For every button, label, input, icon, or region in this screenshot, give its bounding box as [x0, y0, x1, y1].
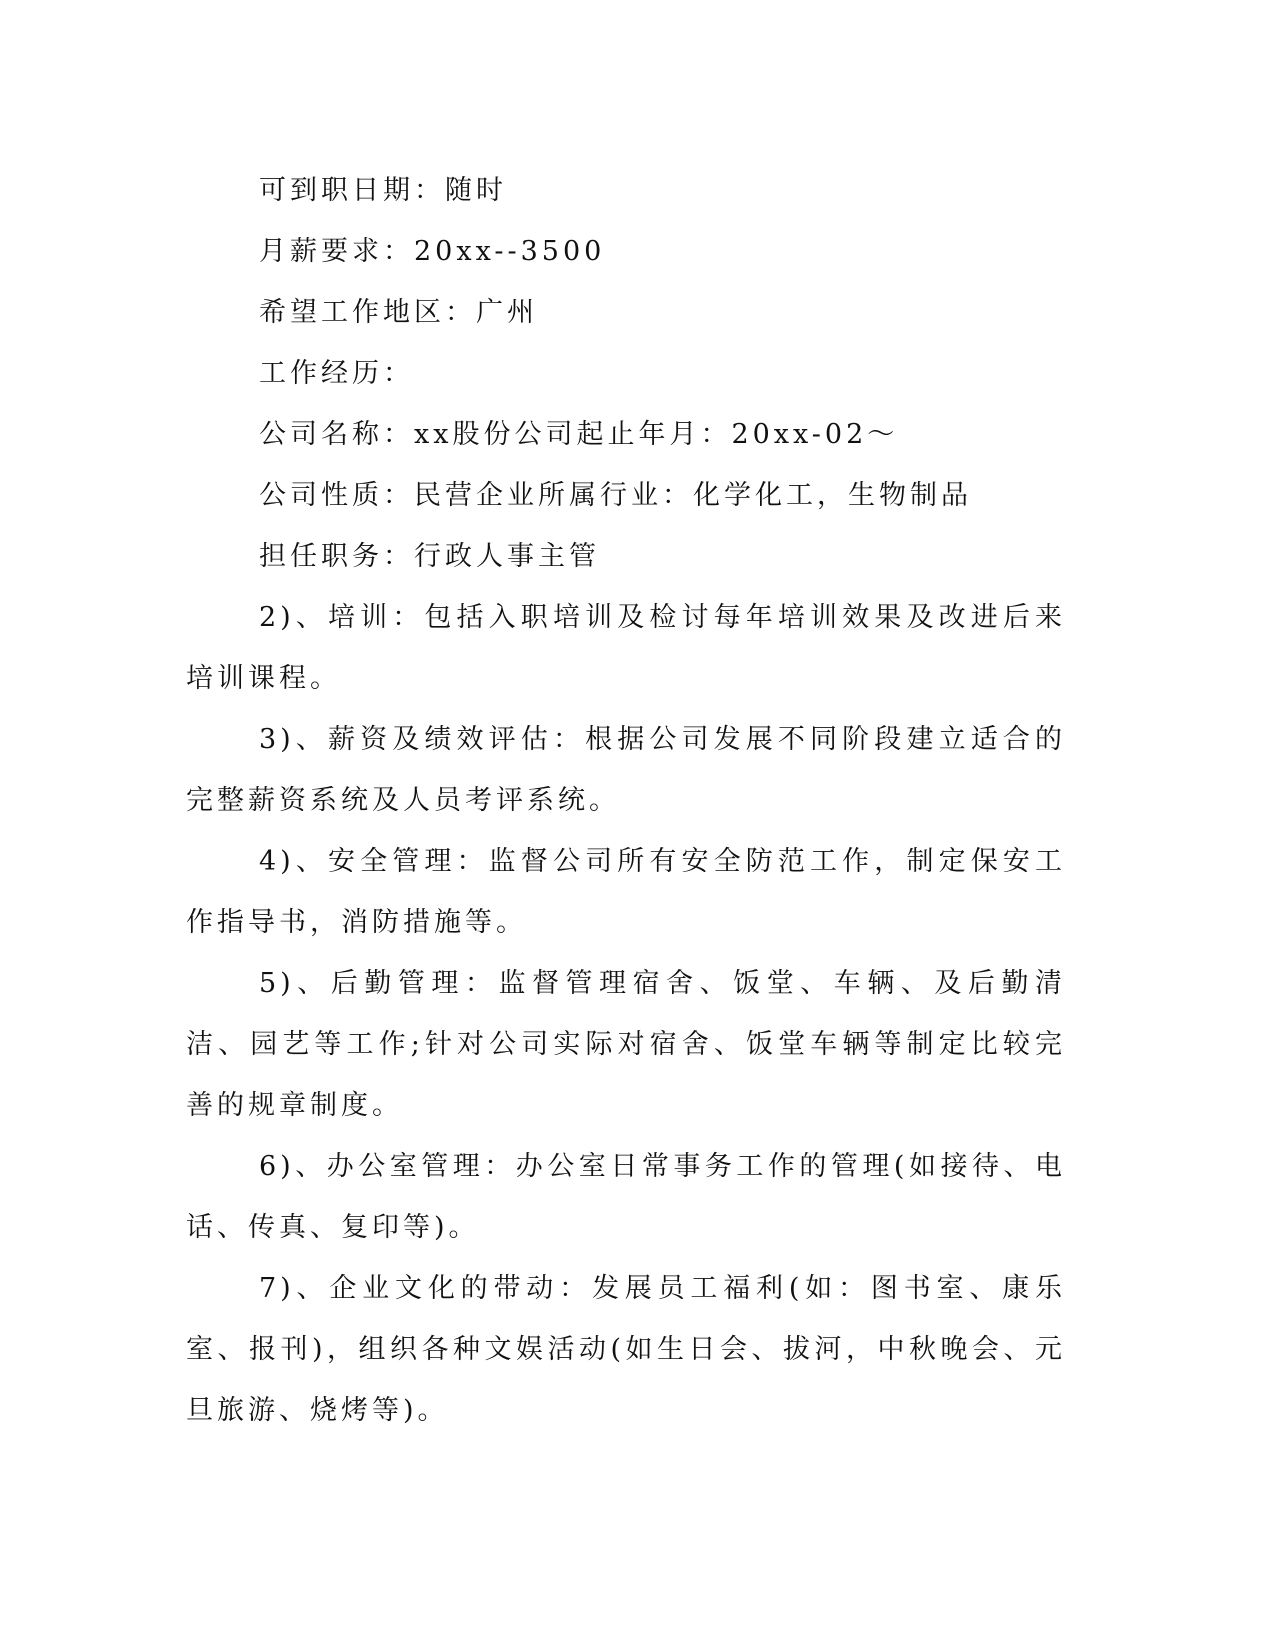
duty-training-paragraph: 2)、培训：包括入职培训及检讨每年培训效果及改进后来培训课程。 — [186, 602, 1066, 694]
salary-line: 月薪要求：20xx--3500 — [259, 236, 606, 267]
duty-safety-paragraph: 4)、安全管理：监督公司所有安全防范工作，制定保安工作指导书，消防措施等。 — [186, 846, 1066, 938]
duty-culture-paragraph: 7)、企业文化的带动：发展员工福利(如：图书室、康乐室、报刊)，组织各种文娱活动(如生日会、拔河，中秋晚会、元旦旅游、烧烤等)。 — [186, 1273, 1066, 1426]
position-line: 担任职务：行政人事主管 — [259, 541, 600, 572]
duty-office-paragraph: 6)、办公室管理：办公室日常事务工作的管理(如接待、电话、传真、复印等)。 — [186, 1151, 1066, 1243]
document-body — [186, 160, 1066, 1441]
company-type-line: 公司性质：民营企业所属行业：化学化工，生物制品 — [259, 480, 972, 511]
availability-line: 可到职日期：随时 — [259, 175, 507, 206]
duty-salary-paragraph: 3)、薪资及绩效评估：根据公司发展不同阶段建立适合的完整薪资系统及人员考评系统。 — [186, 724, 1066, 816]
company-name-line: 公司名称：xx股份公司起止年月：20xx-02～ — [259, 419, 899, 450]
location-line: 希望工作地区：广州 — [259, 297, 538, 328]
work-history-heading: 工作经历： — [259, 358, 414, 389]
duty-logistics-paragraph: 5)、后勤管理：监督管理宿舍、饭堂、车辆、及后勤清洁、园艺等工作;针对公司实际对宿舍、饭堂车辆等制定比较完善的规章制度。 — [186, 968, 1066, 1121]
